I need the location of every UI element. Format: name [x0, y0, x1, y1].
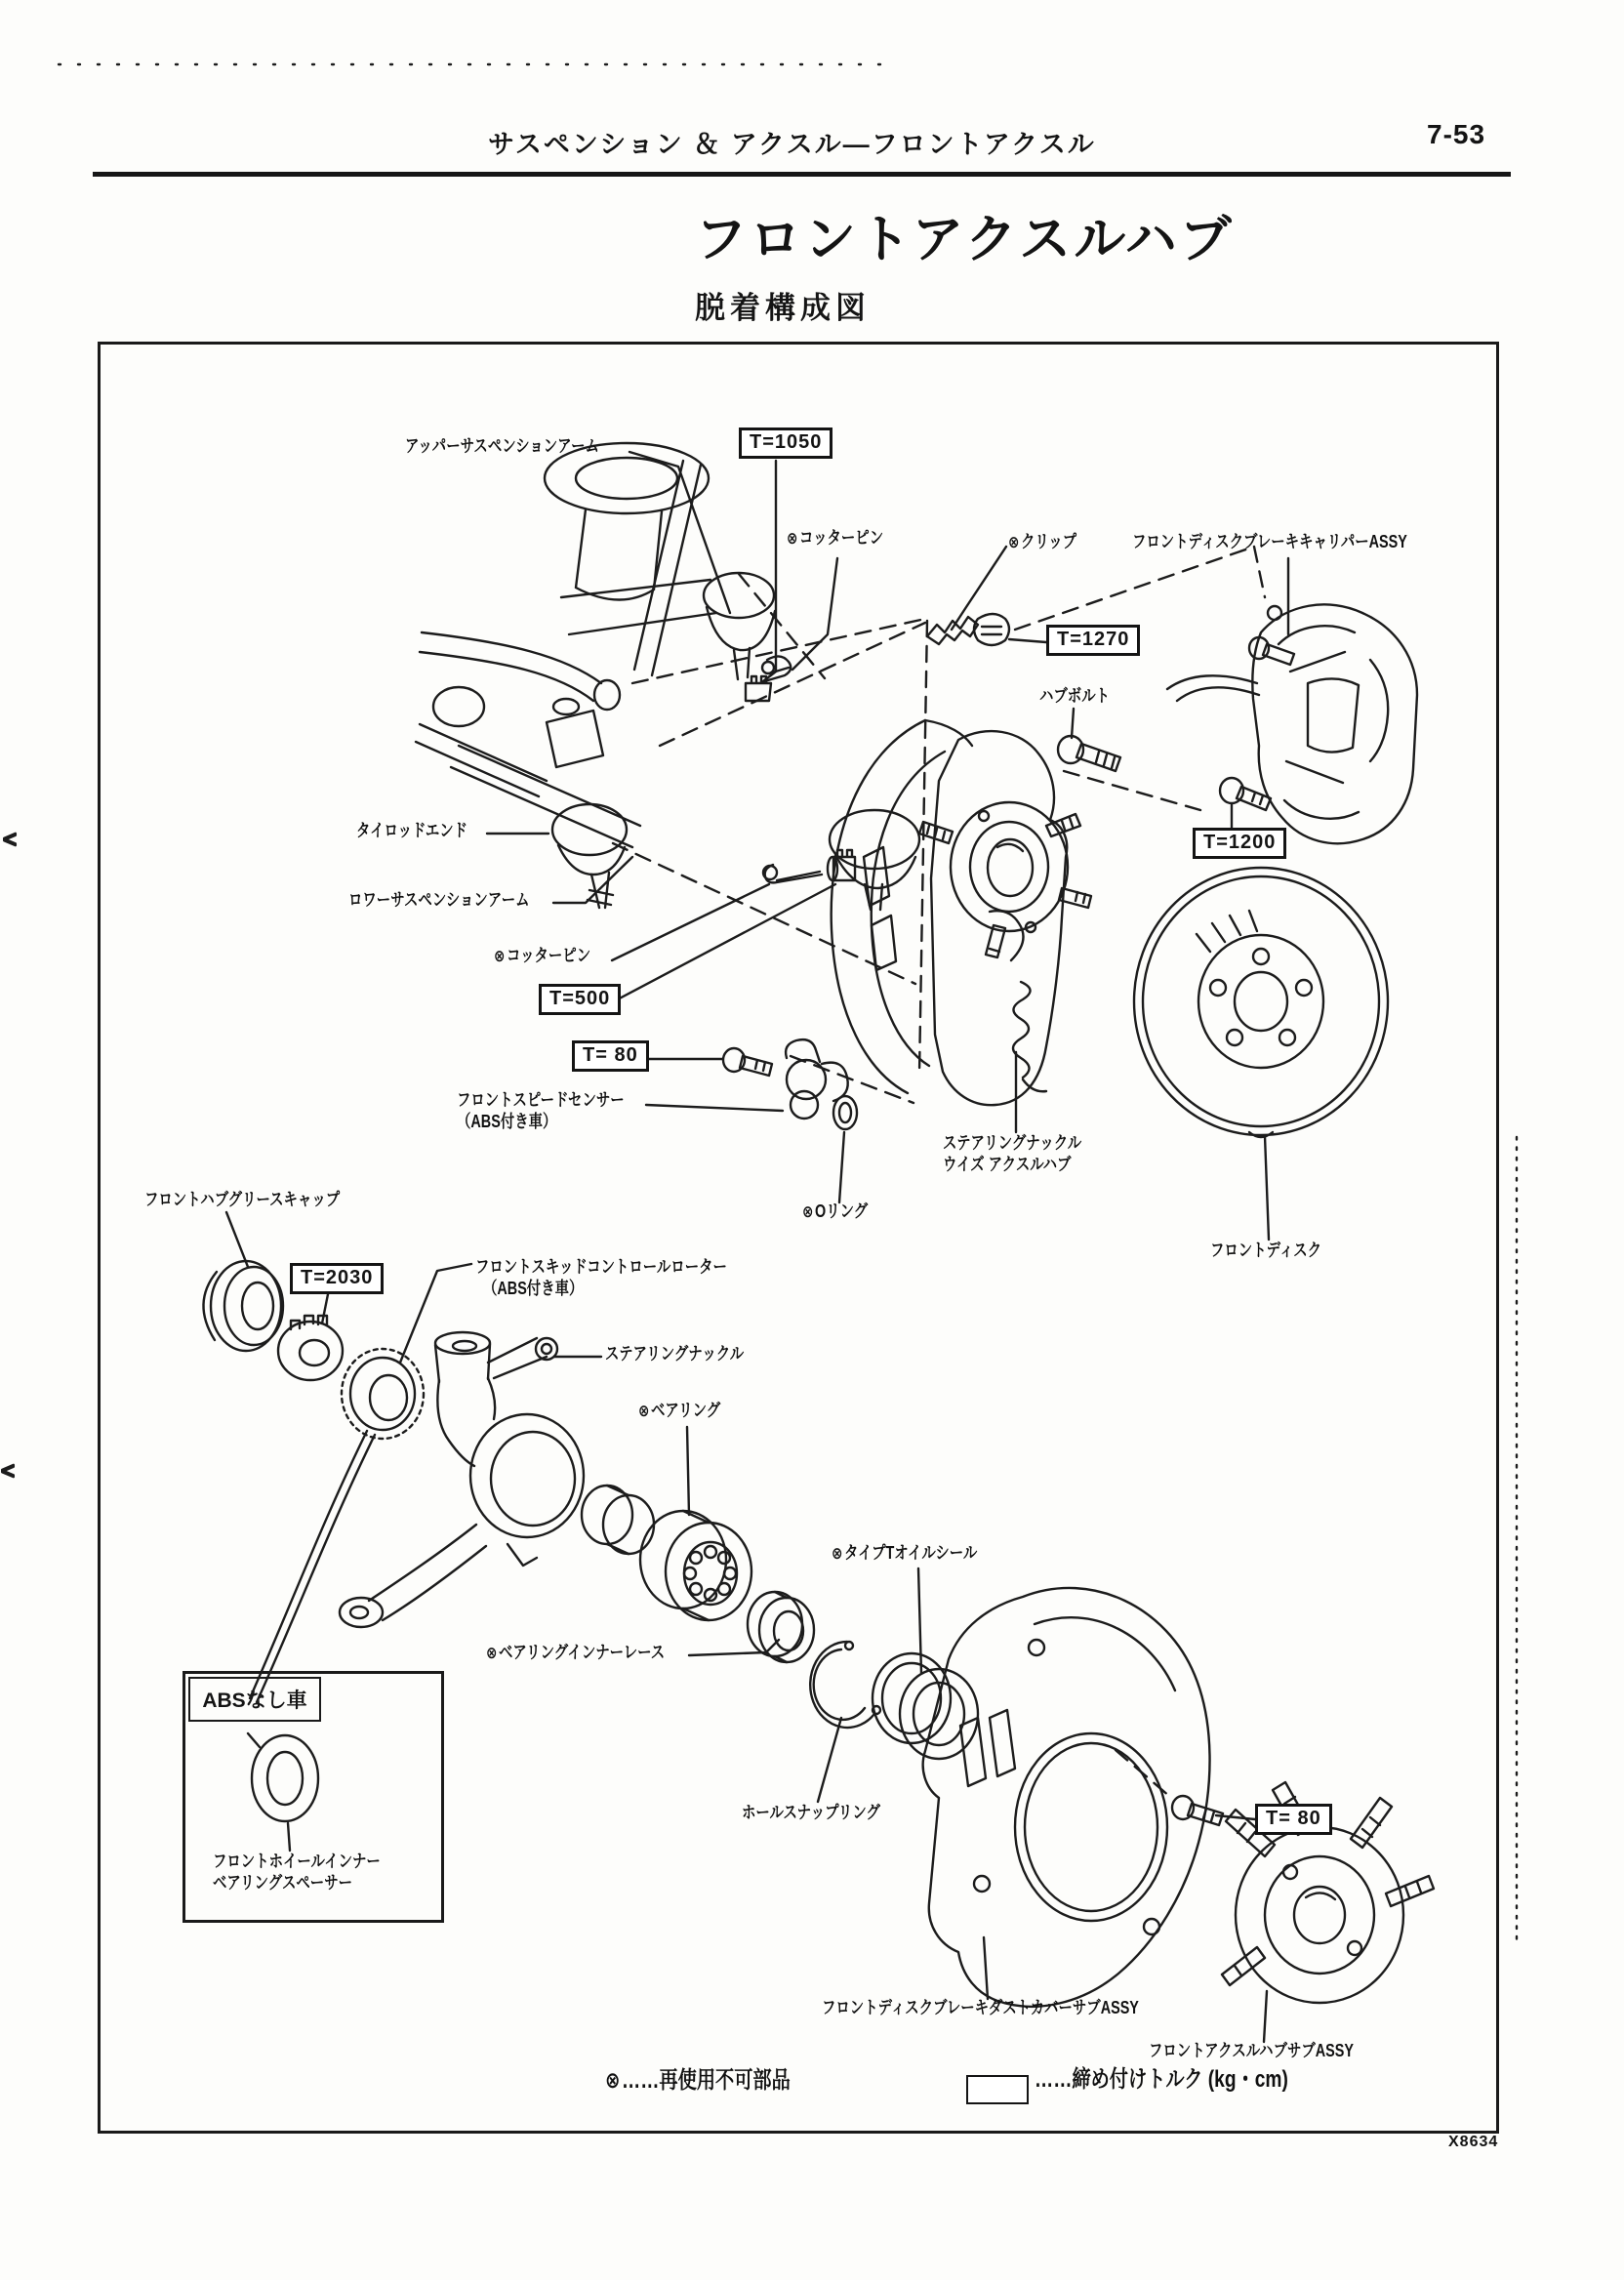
label-skid-control-rotor: フロントスキッドコントロールローター （ABS付き車） [475, 1257, 727, 1298]
legend-nonreusable: ⊗……再使用不可部品 [605, 2067, 791, 2094]
abs-spacer-drawing [248, 1733, 318, 1821]
hub-castle-nut-drawing [278, 1316, 343, 1380]
label-steering-knuckle: ステアリングナックル [605, 1344, 745, 1364]
lower-knuckle-drawing [340, 1332, 584, 1627]
label-upper-suspension-arm: アッパーサスペンションアーム [405, 436, 599, 456]
dust-cover-bolt-drawing [1172, 1796, 1223, 1825]
leader-cotter-pin-upper [792, 558, 837, 670]
leader-torque-1050 [763, 461, 776, 681]
svg-text:<: < [3, 827, 18, 853]
nonreusable-icon: ⊗ [494, 947, 506, 965]
abs-less-label: ABSなし車 [202, 1690, 307, 1712]
torque-box-80-sensor: T= 80 [572, 1040, 649, 1072]
nonreusable-icon: ⊗ [605, 2067, 621, 2093]
label-caliper-assy: フロントディスクブレーキキャリパーASSY [1132, 532, 1407, 551]
label-hub-bolt: ハブボルト [1039, 686, 1110, 706]
leader-grease-cap [226, 1212, 248, 1267]
torque-box-500: T=500 [539, 984, 621, 1015]
label-tie-rod-end: タイロッドエンド [356, 821, 468, 840]
torque-box-1200: T=1200 [1193, 828, 1286, 859]
leader-dust-cover-assy [984, 1937, 988, 1999]
label-dust-cover-assy: フロントディスクブレーキダストカバーサブASSY [822, 1998, 1139, 2017]
leader-oil-seal [918, 1568, 921, 1673]
leader-torque-1270 [1009, 639, 1046, 642]
label-speed-sensor: フロントスピードセンサー （ABS付き車） [457, 1090, 625, 1131]
label-inner-race: ⊗ベアリングインナーレース [486, 1643, 666, 1662]
steering-knuckle-with-hub-drawing [763, 720, 1091, 1105]
label-grease-cap: フロントハブグリースキャップ [144, 1190, 341, 1209]
label-lower-suspension-arm: ロワーサスペンションアーム [348, 890, 530, 910]
scan-artifacts [1, 64, 1517, 1944]
page-header-title: サスペンション ＆ アクスル―フロントアクスル [488, 130, 1096, 159]
torque-box-80-cover: T= 80 [1255, 1804, 1332, 1835]
label-axle-hub-assy: フロントアクスルハブサブASSY [1149, 2041, 1354, 2060]
brake-caliper-drawing [1167, 604, 1417, 843]
label-snap-ring: ホールスナップリング [742, 1803, 880, 1822]
leader-sweep-curve [250, 1431, 375, 1702]
nonreusable-icon: ⊗ [638, 1402, 650, 1420]
torque-box-2030: T=2030 [290, 1263, 384, 1294]
page-title: フロントアクスルハブ [695, 211, 1235, 268]
figure-code: X8634 [1448, 2134, 1499, 2150]
grease-cap-drawing [203, 1261, 283, 1351]
torque-box-1050: T=1050 [739, 428, 832, 459]
leader-bearing [687, 1427, 689, 1515]
page-subtitle: 脱着構成図 [695, 291, 871, 325]
construction-lines [613, 547, 1265, 1797]
label-cotter-pin-upper: ⊗コッターピン [787, 528, 884, 548]
label-front-disc: フロントディスク [1210, 1241, 1322, 1260]
page-number: 7-53 [1427, 119, 1486, 149]
leader-inner-race [689, 1640, 779, 1655]
svg-text:<: < [1, 1458, 16, 1485]
leader-o-ring [839, 1132, 844, 1202]
hub-bolt-drawing [1058, 736, 1120, 771]
label-o-ring: ⊗Oリング [802, 1201, 869, 1221]
o-ring-drawing [833, 1096, 857, 1129]
brake-disc-drawing [1134, 868, 1388, 1137]
nonreusable-icon: ⊗ [802, 1202, 814, 1221]
leader-cotter-pin-lower [612, 884, 769, 960]
label-cotter-pin-lower: ⊗コッターピン [494, 946, 591, 965]
label-bearing: ⊗ベアリング [638, 1401, 721, 1420]
label-wheel-spacer: フロントホイールインナー ベアリングスペーサー [213, 1852, 381, 1893]
snap-ring-drawing [810, 1642, 880, 1728]
label-clip: ⊗クリップ [1008, 532, 1077, 551]
leader-speed-sensor [646, 1105, 783, 1111]
clip-drawing [927, 614, 1009, 645]
leader-front-disc [1265, 1136, 1269, 1240]
abs-rotor-drawing [342, 1349, 424, 1439]
leader-axle-hub-assy [1264, 1991, 1267, 2042]
torque-box-1270: T=1270 [1046, 625, 1140, 656]
label-oil-seal: ⊗タイプTオイルシール [832, 1543, 978, 1563]
label-knuckle-with-hub: ステアリングナックル ウイズ アクスルハブ [943, 1133, 1082, 1174]
nonreusable-icon: ⊗ [1008, 533, 1020, 551]
nonreusable-icon: ⊗ [832, 1544, 843, 1563]
nonreusable-icon: ⊗ [787, 529, 798, 548]
bearing-drawing [640, 1511, 751, 1620]
leader-snap-ring [818, 1718, 841, 1802]
dust-cover-drawing [923, 1588, 1210, 2007]
leader-hub-bolt [1072, 709, 1074, 738]
leader-spacer [288, 1823, 290, 1851]
legend-torque: ……締め付けトルク (kg・cm) [1035, 2066, 1288, 2093]
speed-sensor-drawing [723, 1039, 848, 1119]
nonreusable-icon: ⊗ [486, 1644, 498, 1662]
